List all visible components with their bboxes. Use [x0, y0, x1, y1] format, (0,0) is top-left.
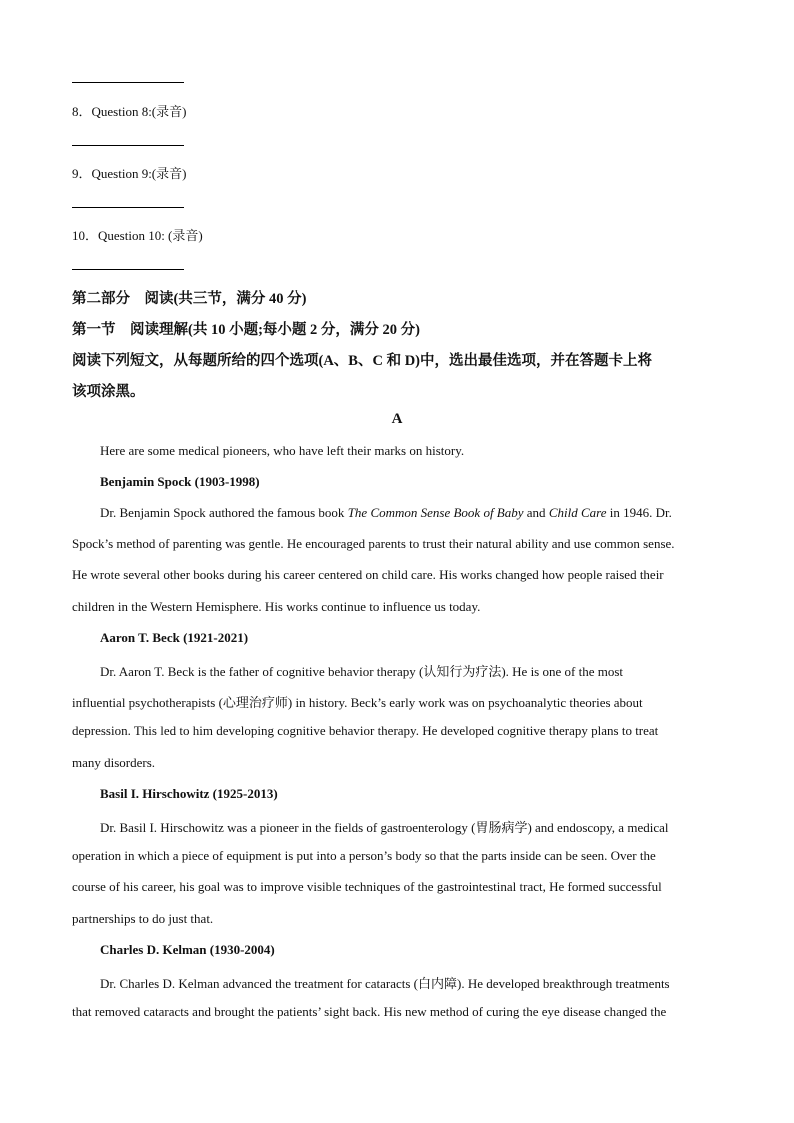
instruction-line-2: 该项涂黑。 [72, 384, 145, 400]
answer-blank-line [72, 82, 184, 83]
beck-heading: Aaron T. Beck (1921-2021) [100, 630, 249, 645]
spock-line-3: He wrote several other books during his career centered on child care. His works changed how people raised their [72, 567, 664, 582]
book-title-2: Child Care [548, 505, 607, 520]
kelman-line-1: Dr. Charles D. Kelman advanced the treatment for cataracts (白内障). He developed breakthrough treatments [100, 976, 670, 991]
hirschowitz-line-2: operation in which a piece of equipment is put into a person’s body so that the parts inside can be seen. Over the [72, 848, 656, 863]
hirschowitz-line-1: Dr. Basil I. Hirschowitz was a pioneer in the fields of gastroenterology (胃肠病学) and endoscopy, a medical [100, 820, 669, 835]
spock-line-1c: in 1946. Dr. [606, 505, 672, 520]
spock-heading: Benjamin Spock (1903-1998) [100, 474, 260, 489]
hirschowitz-heading: Basil I. Hirschowitz (1925-2013) [100, 786, 278, 801]
answer-blank-line [72, 207, 184, 208]
passage-intro: Here are some medical pioneers, who have left their marks on history. [100, 443, 465, 458]
question-9: 9．Question 9:(录音) [72, 166, 187, 181]
spock-line-2: Spock’s method of parenting was gentle. He encouraged parents to trust their natural ability and use common sense. [72, 536, 675, 551]
spock-line-1 [100, 505, 724, 521]
part2-title: 第二部分 阅读(共三节，满分 40 分) [72, 291, 307, 307]
hirschowitz-line-3: course of his career, his goal was to improve visible techniques of the gastrointestinal tract, He formed successful [72, 879, 662, 894]
section1-title: 第一节 阅读理解(共 10 小题;每小题 2 分，满分 20 分) [72, 322, 420, 338]
book-title-1: The Common Sense Book of Baby [347, 505, 524, 520]
beck-line-1: Dr. Aaron T. Beck is the father of cognitive behavior therapy (认知行为疗法). He is one of the most [100, 664, 624, 679]
instruction-line-1: 阅读下列短文，从每题所给的四个选项(A、B、C 和 D)中，选出最佳选项，并在答题卡上将 [72, 353, 652, 369]
beck-line-4: many disorders. [72, 755, 156, 770]
question-8: 8．Question 8:(录音) [72, 104, 187, 119]
answer-blank-line [72, 269, 184, 270]
beck-line-3: depression. This led to him developing cognitive behavior therapy. He developed cognitive therapy plans to treat [72, 723, 659, 738]
spock-line-1b: and [523, 505, 549, 520]
spock-line-4: children in the Western Hemisphere. His works continue to influence us today. [72, 599, 481, 614]
kelman-heading: Charles D. Kelman (1930-2004) [100, 942, 275, 957]
question-10: 10．Question 10: (录音) [72, 228, 203, 243]
passage-label: A [391, 411, 403, 427]
beck-line-2: influential psychotherapists (心理治疗师) in history. Beck’s early work was on psychoanalytic theories about [72, 695, 643, 710]
answer-blank-line [72, 145, 184, 146]
hirschowitz-line-4: partnerships to do just that. [72, 911, 214, 926]
kelman-line-2: that removed cataracts and brought the patients’ sight back. His new method of curing the eye disease changed the [72, 1004, 667, 1019]
spock-line-1a: Dr. Benjamin Spock authored the famous book [100, 505, 348, 520]
